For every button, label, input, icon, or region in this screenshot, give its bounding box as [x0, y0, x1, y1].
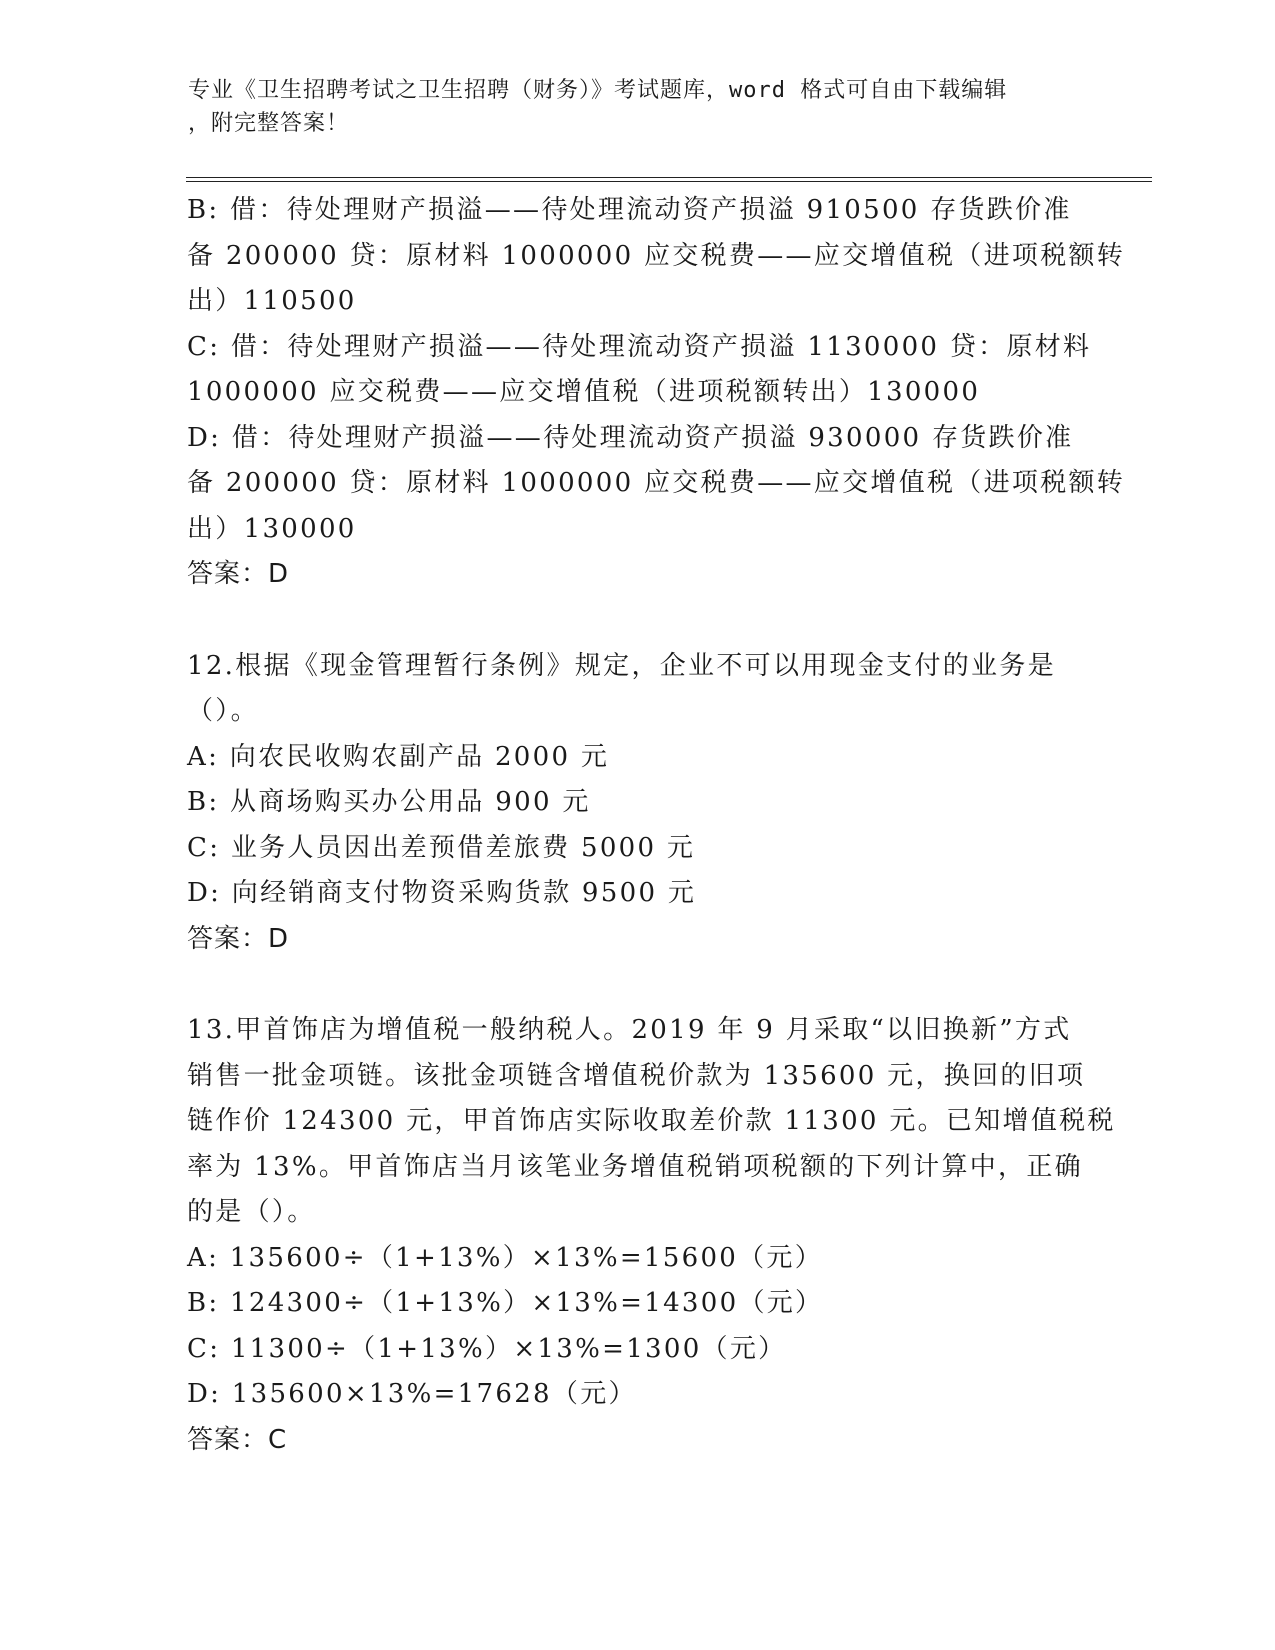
question-13-stem-line-4: 率为 13%。甲首饰店当月该笔业务增值税销项税额的下列计算中，正确: [187, 1151, 1083, 1182]
option-b-line-1: B: 借：待处理财产损溢——待处理流动资产损溢 910500 存货跌价准: [187, 195, 1072, 225]
option-b-line-3: 出）110500: [187, 286, 357, 316]
question-13-answer: 答案：C: [187, 1424, 288, 1455]
option-c-line-2: 1000000 应交税费——应交增值税（进项税额转出）130000: [187, 377, 981, 407]
option-d-line-1: D: 借：待处理财产损溢——待处理流动资产损溢 930000 存货跌价准: [187, 422, 1074, 453]
option-b-line-2: 备 200000 贷：原材料 1000000 应交税费——应交增值税（进项税额转: [187, 240, 1126, 271]
question-13-block: [187, 1008, 1116, 1463]
option-c-line-1: C: 借：待处理财产损溢——待处理流动资产损溢 1130000 贷：原材料: [187, 331, 1092, 362]
document-body: [187, 188, 1126, 1463]
question-13-stem-line-2: 销售一批金项链。该批金项链含增值税价款为 135600 元，换回的旧项: [187, 1060, 1086, 1091]
page-header: [188, 74, 1068, 140]
spacer: [187, 962, 1087, 1008]
prev-question-block: [187, 188, 1126, 598]
question-13-stem-line-1: 13.甲首饰店为增值税一般纳税人。2019 年 9 月采取“以旧换新”方式: [187, 1015, 1072, 1045]
question-13-option-c: C: 11300÷（1+13%）×13%=1300（元）: [187, 1333, 787, 1364]
question-13-stem-line-3: 链作价 124300 元，甲首饰店实际收取差价款 11300 元。已知增值税税: [187, 1106, 1116, 1136]
question-13-option-d: D: 135600×13%=17628（元）: [187, 1379, 637, 1409]
option-d-line-2: 备 200000 贷：原材料 1000000 应交税费——应交增值税（进项税额转: [187, 468, 1126, 498]
question-12-block: [187, 644, 1087, 963]
question-13-stem-line-5: 的是（）。: [187, 1197, 316, 1227]
option-d-line-3: 出）130000: [187, 513, 357, 544]
question-12-option-c: C: 业务人员因出差预借差旅费 5000 元: [187, 832, 696, 863]
question-12-option-d: D: 向经销商支付物资采购货款 9500 元: [187, 878, 697, 908]
question-12-answer: 答案：D: [187, 923, 290, 954]
header-line-1: 专业《卫生招聘考试之卫生招聘（财务）》考试题库，word 格式可自由下载编辑: [188, 78, 1008, 103]
question-12-stem-line-1: 12.根据《现金管理暂行条例》规定，企业不可以用现金支付的业务是: [187, 650, 1056, 681]
answer-prev: 答案：D: [187, 559, 290, 589]
question-13-option-a: A: 135600÷（1+13%）×13%=15600（元）: [187, 1242, 824, 1273]
question-12-stem-line-2: （）。: [187, 696, 259, 726]
question-12-option-b: B: 从商场购买办公用品 900 元: [187, 787, 591, 817]
question-13-option-b: B: 124300÷（1+13%）×13%=14300（元）: [187, 1288, 824, 1318]
spacer: [187, 598, 1087, 644]
header-line-2: ，附完整答案！: [188, 111, 350, 136]
question-12-option-a: A: 向农民收购农副产品 2000 元: [187, 741, 610, 772]
header-divider: [186, 177, 1152, 182]
